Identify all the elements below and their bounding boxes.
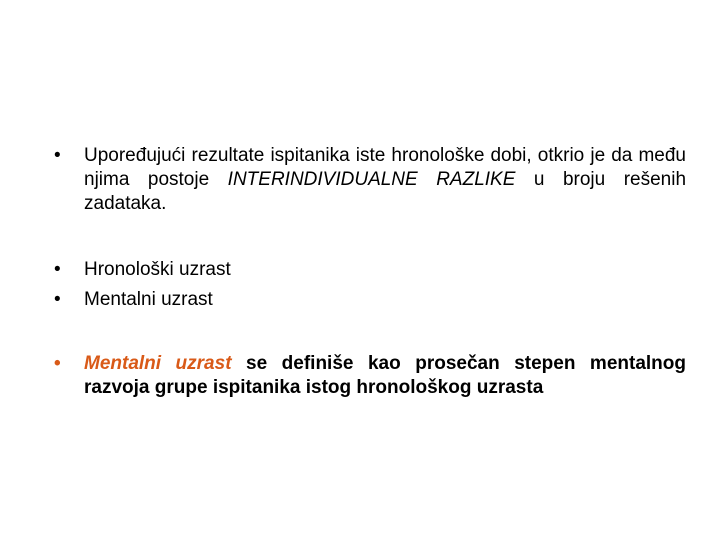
bullet-text-after: u broju rešenih zadataka. <box>84 169 687 214</box>
bullet-item-mental-age-definition <box>54 352 686 400</box>
bullet-text <box>84 144 686 216</box>
bullet-text-after: se definiše kao prosečan stepen mentalnog razvoja grupe ispitanika istog hronološkog uzrasta <box>84 353 686 398</box>
bullet-text-emphasis: INTERINDIVIDUALNE RAZLIKE <box>227 169 516 190</box>
bullet-text: Hronološki uzrast <box>84 259 231 280</box>
bullet-text-highlight: Mentalni uzrast <box>84 353 232 374</box>
bullet-symbol: • <box>54 145 61 166</box>
bullet-text-before: Upoređujući rezultate ispitanika iste hronološke dobi, otkrio je da među njima postoje <box>84 145 686 190</box>
bullet-item-mental-age <box>54 288 686 312</box>
bullet-text <box>84 352 686 400</box>
bullet-symbol: • <box>54 259 61 280</box>
bullet-text: Mentalni uzrast <box>84 289 213 310</box>
bullet-symbol: • <box>54 353 61 374</box>
bullet-item-interindividual <box>54 144 686 216</box>
bullet-item-chronological-age <box>54 258 686 282</box>
bullet-symbol: • <box>54 289 61 310</box>
